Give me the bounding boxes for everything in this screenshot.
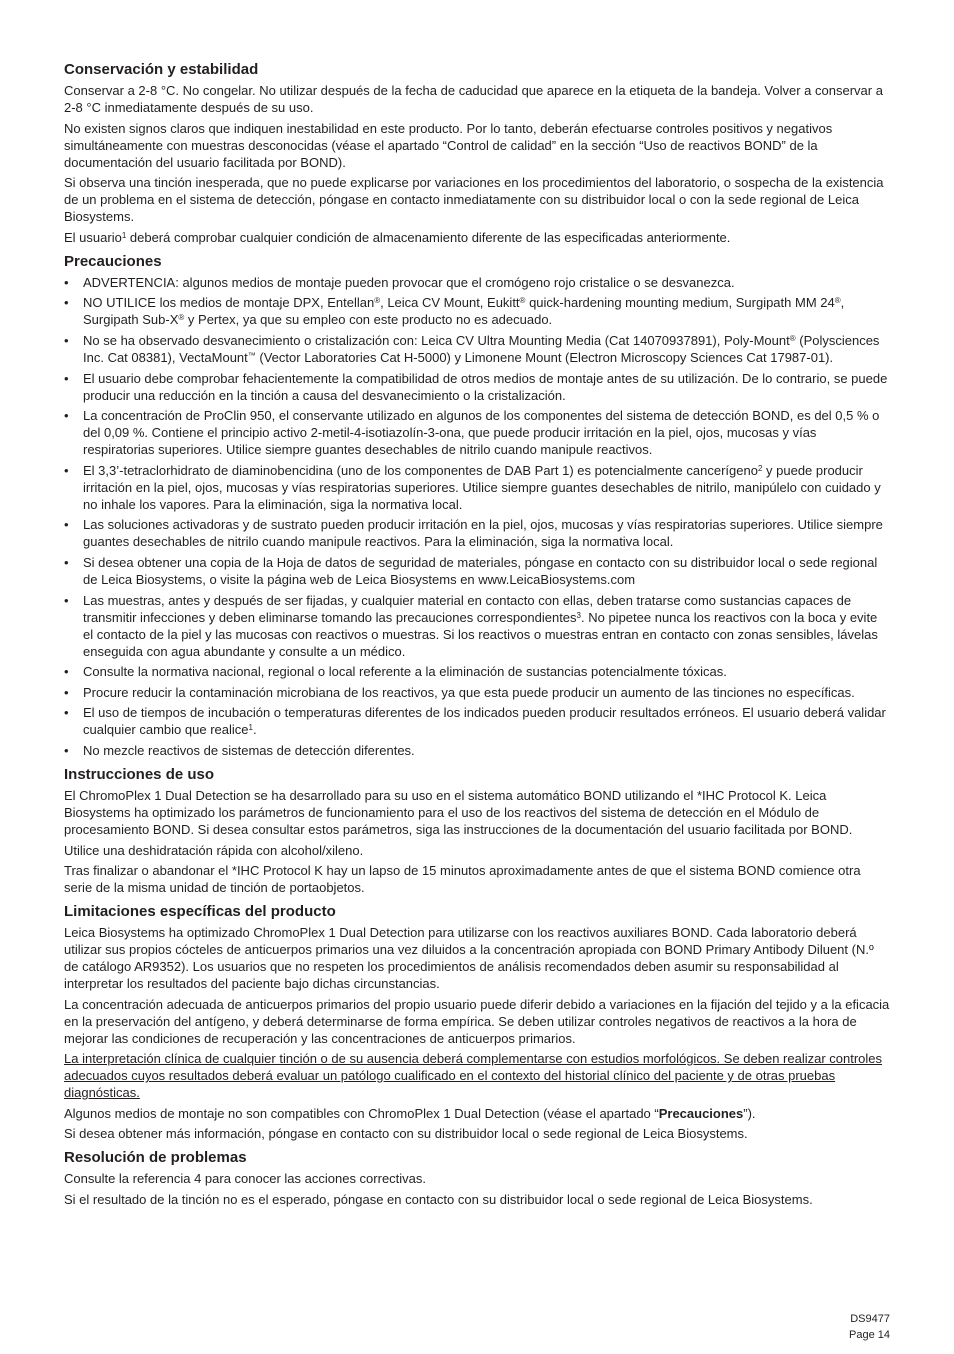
section-limitaciones-especificas-del-producto: [64, 902, 890, 1142]
text-run: Conservar a 2-8 °C. No congelar. No utilizar después de la fecha de caducidad que aparece en la etiqueta de la bandeja. Volver a conservar a 2-8 °C inmediatamente después de su uso.: [64, 83, 883, 115]
superscript-mark: 2: [757, 463, 763, 473]
bullet-item: [64, 462, 890, 513]
text-run: deberá comprobar cualquier condición de almacenamiento diferente de las especificadas anteriormente.: [126, 229, 731, 245]
bullet-item: [64, 592, 890, 660]
bullet-item: [64, 407, 890, 458]
text-run: La concentración adecuada de anticuerpos primarios del propio usuario puede diferir debido a variaciones en la fijación del tejido y a la eficacia en la preservación del antígeno, y deberá determinarse de forma empírica. Se deben utilizar controles negativos de reactivos a la hora de mejorar las condiciones de recuperación y las concentraciones de anticuerpos primarios.: [64, 996, 890, 1046]
bullet-item: [64, 516, 890, 550]
text-run: NO UTILICE los medios de montaje DPX, Entellan: [83, 295, 375, 311]
text-run: Las muestras, antes y después de ser fijadas, y cualquier material en contacto con ellas, deben tratarse como sustancias capaces de transmitir infecciones y deben eliminarse tomando las precauciones correspondientes: [83, 592, 852, 625]
superscript-mark: ®: [374, 296, 381, 306]
bullet-list: [64, 274, 890, 759]
text-run: El ChromoPlex 1 Dual Detection se ha desarrollado para su uso en el sistema automático BOND utilizando el *IHC Protocol K. Leica Biosystems ha optimizado los parámetros de funcionamiento para el uso de los reactivos del sistema de detección en el Módulo de procesamiento BOND. Si desea consultar estos parámetros, siga las instrucciones de la documentación del usuario facilitada por BOND.: [64, 787, 853, 837]
text-run: Consulte la normativa nacional, regional o local referente a la eliminación de sustancias potencialmente tóxicas.: [83, 664, 727, 680]
superscript-mark: ®: [178, 313, 185, 323]
text-run: (Polysciences Inc. Cat 08381), VectaMount: [83, 332, 880, 365]
bullet-item: [64, 704, 890, 738]
superscript-mark: 1: [121, 230, 127, 240]
section-resolucion-de-problemas: [64, 1148, 890, 1208]
text-run: . No pipetee nunca los reactivos con la boca y evite el contacto de la piel y las mucosas con reactivos o muestras. Si los reactivos o muestras entran en contacto con zonas sensibles, lávelas enseguida con agua abundante y consulte a un médico.: [83, 609, 878, 659]
bullet-item: [64, 294, 890, 328]
superscript-mark: ®: [789, 333, 796, 343]
text-run: El usuario debe comprobar fehacientemente la compatibilidad de otros medios de montaje antes de su utilización. De lo contrario, se puede producir una reducción en la tinción a causa del desvanecimiento o la cristalización.: [83, 370, 888, 403]
section-instrucciones-de-uso: [64, 765, 890, 896]
section-precauciones: [64, 252, 890, 759]
text-run: El uso de tiempos de incubación o temperaturas diferentes de los indicados pueden producir resultados erróneos. El usuario deberá validar cualquier cambio que realice: [83, 705, 886, 738]
bullet-item: [64, 332, 890, 366]
superscript-mark: 1: [248, 723, 253, 733]
text-run: , Surgipath Sub-X: [83, 295, 845, 328]
document-body: [64, 60, 890, 1214]
section-heading: Conservación y estabilidad: [64, 61, 259, 78]
bullet-item: [64, 274, 890, 291]
bullet-item: [64, 684, 890, 701]
paragraph: [64, 787, 890, 838]
paragraph: [64, 229, 890, 246]
text-run: Si el resultado de la tinción no es el esperado, póngase en contacto con su distribuidor local o sede regional de Leica Biosystems.: [64, 1192, 813, 1208]
underlined-text: La interpretación clínica de cualquier tinción o de su ausencia deberá complementarse con estudios morfológicos. Se deben realizar controles adecuados cuyos resultados deberá evaluar un patólogo cualificado en el contexto del historial clínico del paciente y de otras pruebas diagnósticas.: [64, 1051, 883, 1101]
bullet-item: [64, 554, 890, 588]
text-run: Si observa una tinción inesperada, que no puede explicarse por variaciones en los procedimientos del laboratorio, o sospecha de la existencia de un problema en el sistema de detección, póngase en contacto inmediatamente con su distribuidor local o con la sede regional de Leica Biosystems.: [64, 175, 884, 225]
text-run: ”).: [743, 1105, 756, 1121]
text-run: Tras finalizar o abandonar el *IHC Protocol K hay un lapso de 15 minutos aproximadamente antes de que el sistema BOND comience otra serie de la misma unidad de tinción de portaobjetos.: [64, 863, 861, 896]
page-footer: [849, 1311, 890, 1343]
paragraph: [64, 82, 890, 116]
text-run: (Vector Laboratories Cat H-5000) y Limonene Mount (Electron Microscopy Sciences Cat 17987-01).: [255, 349, 834, 365]
superscript-mark: ®: [519, 296, 526, 306]
text-run: Si desea obtener una copia de la Hoja de datos de seguridad de materiales, póngase en contacto con su distribuidor local o sede regional de Leica Biosystems, o visite la página web de Leica Biosystems en www.LeicaBiosystems.com: [83, 554, 878, 587]
text-run: .: [252, 722, 257, 738]
text-run: El 3,3’-tetraclorhidrato de diaminobencidina (uno de los componentes de DAB Part 1) es potencialmente cancerígeno: [83, 462, 758, 478]
text-run: y Pertex, ya que su empleo con este producto no es adecuado.: [184, 312, 553, 328]
bullet-item: [64, 742, 890, 759]
page-number: Page 14: [849, 1329, 890, 1341]
superscript-mark: 3: [576, 610, 581, 620]
paragraph: [64, 1191, 890, 1208]
text-run: Procure reducir la contaminación microbiana de los reactivos, ya que esta puede producir un aumento de las tinciones no específicas.: [83, 684, 855, 700]
text-run: Las soluciones activadoras y de sustrato pueden producir irritación en la piel, ojos, mucosas y vías respiratorias superiores. Utilice siempre guantes desechables de nitrilo cuando manipule reactivos. Para la eliminación, siga la normativa local.: [83, 517, 883, 550]
section-heading: Resolución de problemas: [64, 1149, 247, 1167]
text-run: Algunos medios de montaje no son compatibles con ChromoPlex 1 Dual Detection (véase el apartado “: [64, 1105, 659, 1121]
text-run: No existen signos claros que indiquen inestabilidad en este producto. Por lo tanto, deberán efectuarse controles positivos y negativos simultáneamente con muestras desconocidas (véase el apartado “Control de calidad” en la sección “Uso de reactivos BOND” de la documentación del usuario facilitada por BOND).: [64, 120, 833, 170]
text-run: ADVERTENCIA: algunos medios de montaje pueden provocar que el cromógeno rojo cristalice o se desvanezca.: [83, 274, 735, 290]
section-heading: Precauciones: [64, 252, 162, 270]
text-run: No se ha observado desvanecimiento o cristalización con: Leica CV Ultra Mounting Media (Cat 14070937891), Poly-Mount: [83, 332, 790, 348]
paragraph: [64, 924, 890, 992]
paragraph: [64, 842, 890, 859]
text-run: El usuario: [64, 229, 122, 245]
text-run: , Leica CV Mount, Eukitt: [380, 295, 520, 311]
section-heading: Limitaciones específicas del producto: [64, 903, 336, 921]
paragraph: [64, 996, 890, 1047]
superscript-mark: ™: [247, 350, 256, 360]
text-run: Consulte la referencia 4 para conocer las acciones correctivas.: [64, 1171, 427, 1187]
paragraph: [64, 1125, 890, 1142]
paragraph: [64, 1105, 890, 1122]
paragraph: [64, 1170, 890, 1187]
paragraph: [64, 120, 890, 171]
paragraph: [64, 862, 890, 896]
paragraph: [64, 1050, 890, 1101]
paragraph: [64, 174, 890, 225]
superscript-mark: ®: [834, 296, 841, 306]
text-run: La concentración de ProClin 950, el conservante utilizado en algunos de los componentes del sistema de detección BOND, es del 0,5 % o del 0,09 %. Contiene el principio activo 2-metil-4-isotiazolín-3-ona, que puede producir irritación en la piel, ojos, mucosas y vías respiratorias superiores. Utilice siempre guantes desechables de nitrilo cuando manipule reactivos.: [83, 408, 880, 458]
text-run: quick-hardening mounting medium, Surgipath MM 24: [525, 295, 835, 311]
text-run: Utilice una deshidratación rápida con alcohol/xileno.: [64, 842, 364, 858]
text-run: Si desea obtener más información, póngase en contacto con su distribuidor local o sede regional de Leica Biosystems.: [64, 1126, 748, 1142]
bullet-item: [64, 370, 890, 404]
section-heading: Instrucciones de uso: [64, 765, 215, 783]
bullet-item: [64, 663, 890, 680]
text-run: y puede producir irritación en la piel, ojos, mucosas y vías respiratorias superiores. Utilice siempre guantes desechables de nitrilo, manipúlelo con cuidado y no inhale los vapores. Para la eliminación, siga la normativa local.: [83, 462, 881, 512]
bold-text: Precauciones: [658, 1105, 744, 1121]
text-run: No mezcle reactivos de sistemas de detección diferentes.: [83, 742, 415, 758]
text-run: Leica Biosystems ha optimizado ChromoPlex 1 Dual Detection para utilizarse con los reactivos auxiliares BOND. Cada laboratorio deberá utilizar sus propios cócteles de anticuerpos primarios una vez diluidos a la concentración apropiada con BOND Primary Antibody Diluent (N.º de catálogo AR9352). Los usuarios que no respeten los procedimientos de análisis recomendados deben asumir su responsabilidad al interpretar los resultados del paciente bajo dichas circunstancias.: [64, 925, 874, 992]
document-code: DS9477: [850, 1313, 890, 1325]
section-conservacion-y-estabilidad: [64, 60, 890, 246]
